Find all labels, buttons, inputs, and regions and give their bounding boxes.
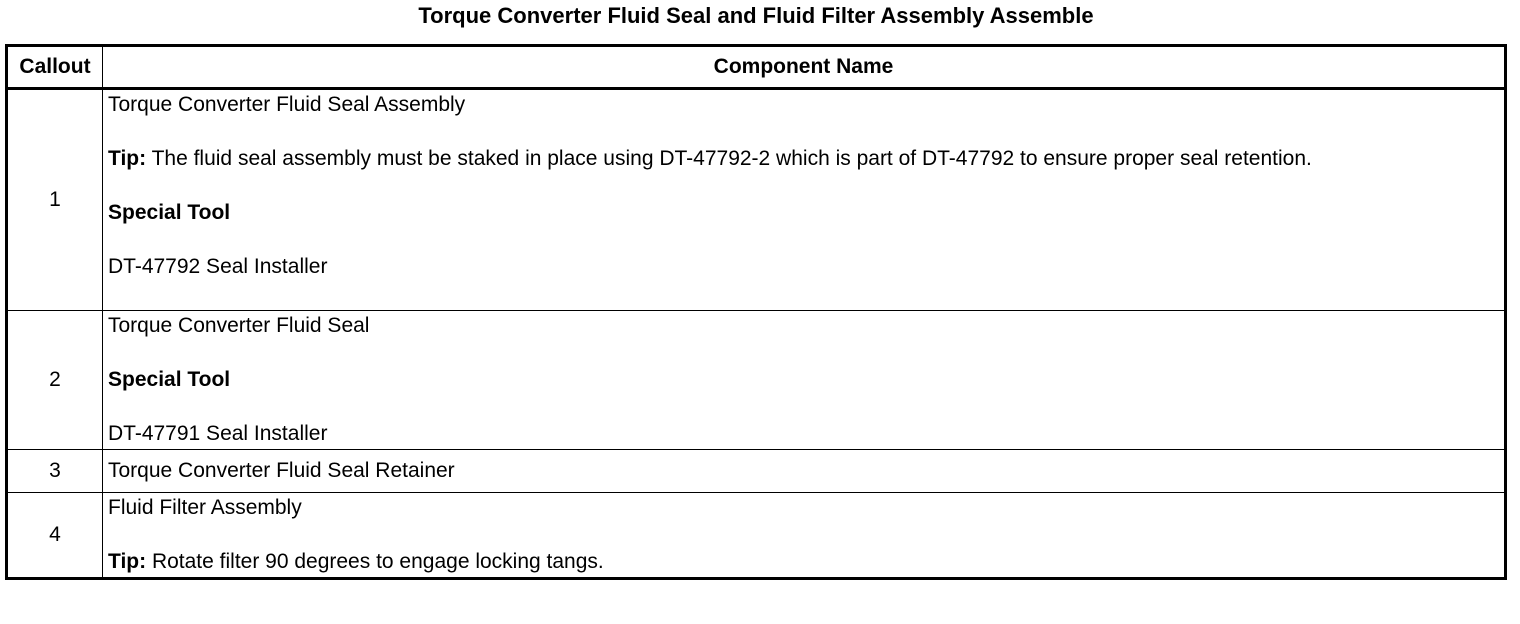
header-callout: Callout [7,46,103,89]
tip-text: The fluid seal assembly must be staked in place using DT-47792-2 which is part of DT-47792 to ensure proper seal retention. [146,147,1312,170]
component-cell [103,493,1506,579]
callout-number: 1 [7,89,103,311]
tip-text: Rotate filter 90 degrees to engage locking tangs. [146,550,604,573]
table-row [7,450,1506,493]
callout-number: 3 [7,450,103,493]
tip-label: Tip: [108,550,147,573]
callout-number: 2 [7,311,103,450]
component-cell [103,89,1506,311]
table-row [7,89,1506,311]
callout-number: 4 [7,493,103,579]
component-cell [103,450,1506,493]
special-tool-value: DT-47791 Seal Installer [108,422,328,445]
component-name: Fluid Filter Assembly [108,496,302,519]
special-tool-value: DT-47792 Seal Installer [108,255,328,278]
document-title: Torque Converter Fluid Seal and Fluid Filter Assembly Assemble [418,3,1094,28]
component-name: Torque Converter Fluid Seal Retainer [108,459,455,482]
component-name: Torque Converter Fluid Seal [108,314,370,337]
header-component-name: Component Name [103,46,1506,89]
table-row [7,311,1506,450]
tip-paragraph [108,547,1499,577]
tip-paragraph [108,144,1499,174]
table-header-row [7,46,1506,89]
special-tool-label: Special Tool [108,368,231,391]
component-name: Torque Converter Fluid Seal Assembly [108,93,466,116]
component-table [5,44,1507,580]
special-tool-label: Special Tool [108,201,231,224]
tip-label: Tip: [108,147,147,170]
table-row [7,493,1506,579]
component-cell [103,311,1506,450]
